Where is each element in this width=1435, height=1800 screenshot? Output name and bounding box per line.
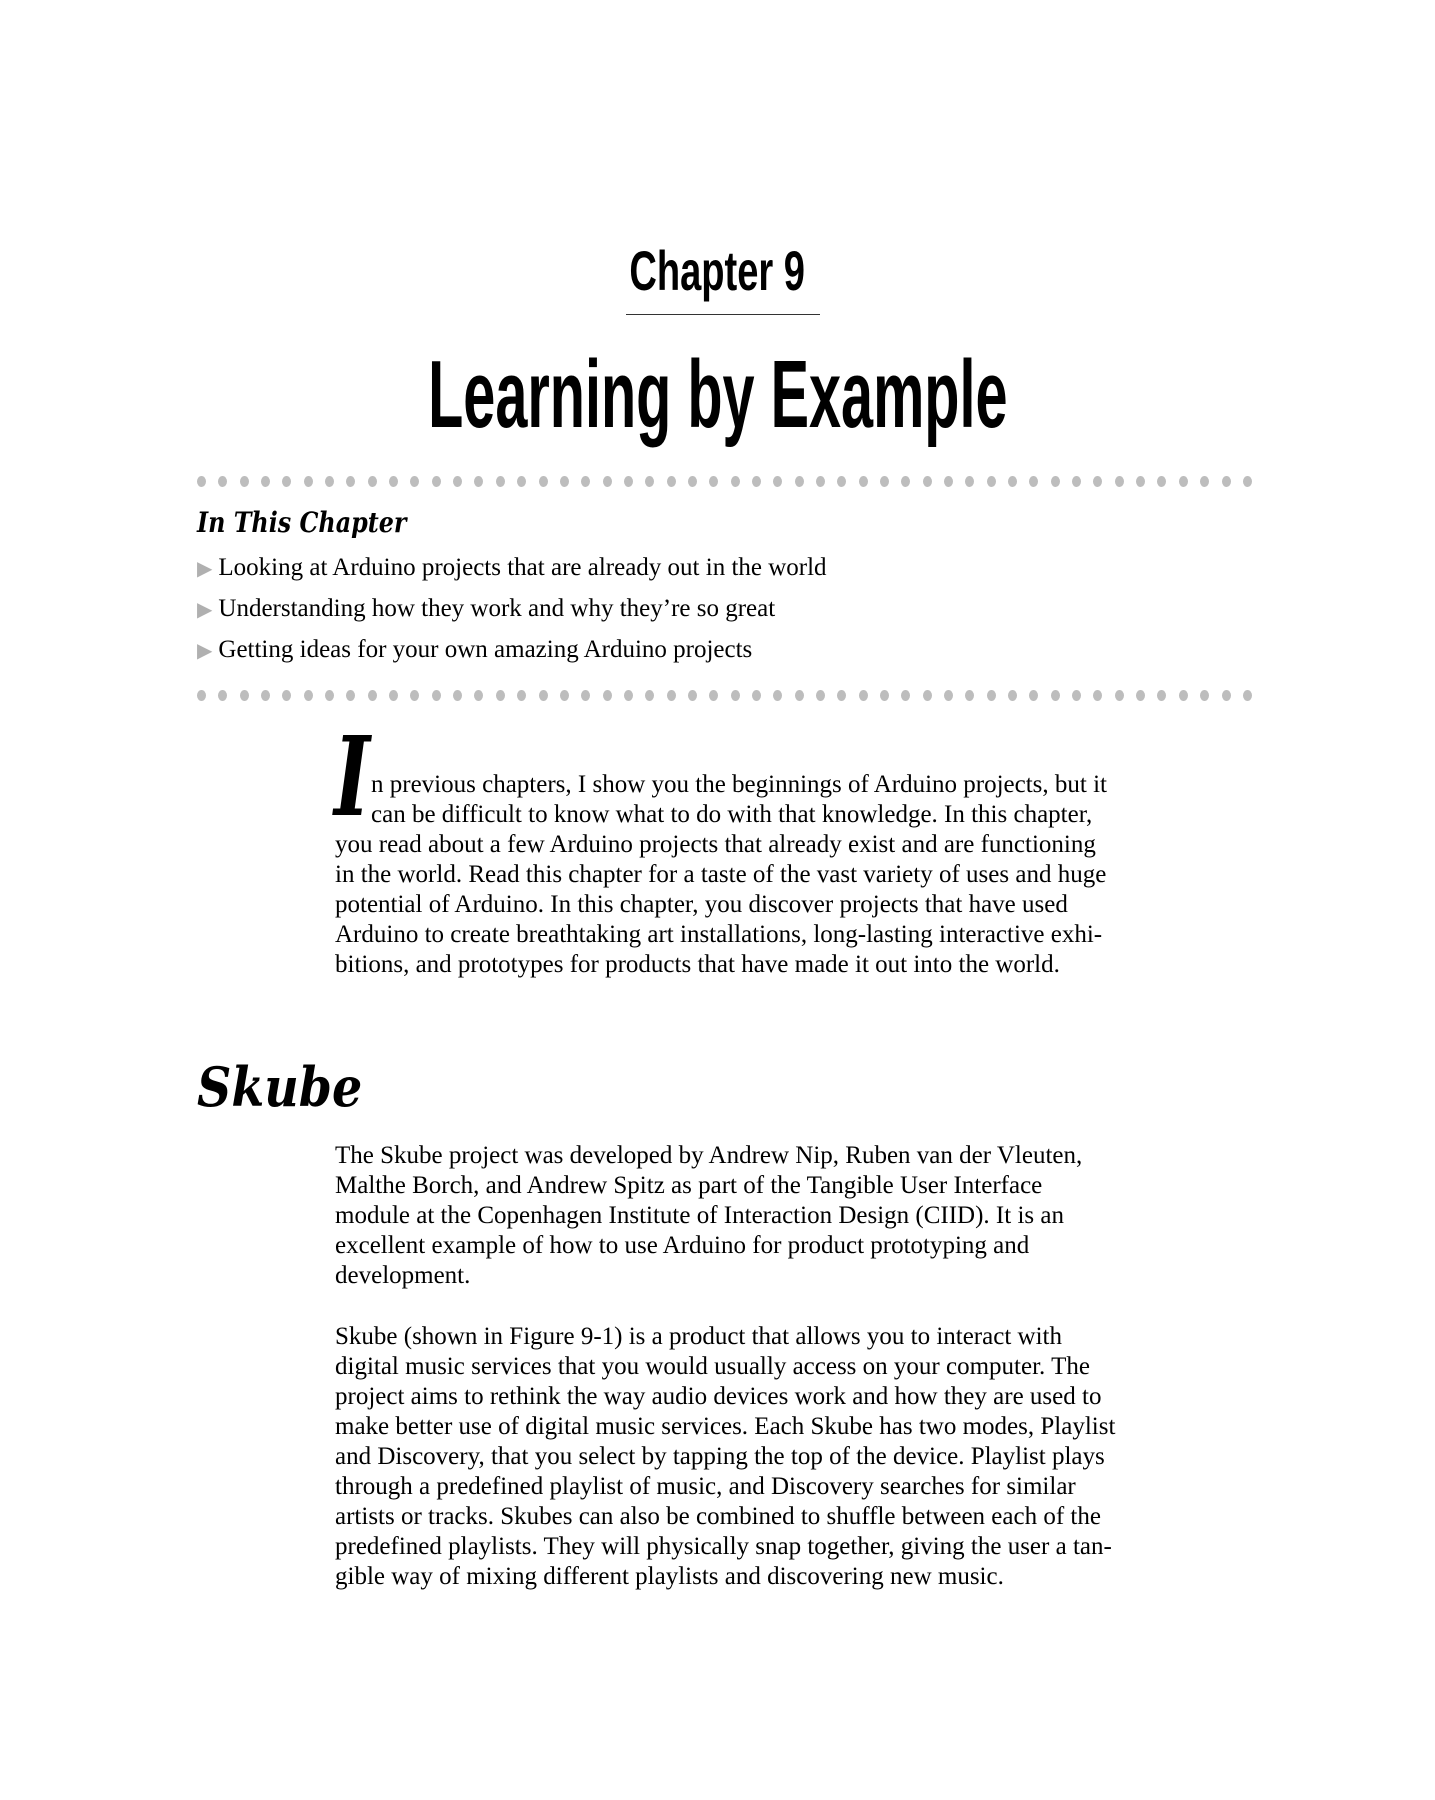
divider-dot [624, 690, 633, 701]
divider-dot [795, 690, 804, 701]
divider-dot [240, 476, 249, 487]
divider-dot [240, 690, 249, 701]
divider-dot [987, 476, 996, 487]
divider-dot [1072, 690, 1081, 701]
divider-dot [539, 690, 548, 701]
in-this-chapter-heading: In This Chapter [197, 506, 407, 539]
divider-dot [1157, 690, 1166, 701]
text-line: make better use of digital music services. Each Skube has two modes, Playlist [335, 1413, 1116, 1440]
divider-dot [859, 690, 868, 701]
text-line: Malthe Borch, and Andrew Spitz as part of the Tangible User Interface [335, 1172, 1043, 1199]
divider-dot [688, 690, 697, 701]
divider-dot [1093, 476, 1102, 487]
divider-dot [944, 690, 953, 701]
divider-dot [773, 690, 782, 701]
section-heading: Skube [197, 1055, 363, 1119]
text-line: and Discovery, that you select by tapping the top of the device. Playlist plays [335, 1443, 1105, 1470]
bullet-text: Understanding how they work and why they’re so great [218, 595, 776, 622]
divider-dot [517, 476, 526, 487]
text-line: Skube (shown in Figure 9-1) is a product that allows you to interact with [335, 1323, 1062, 1350]
divider-dot [474, 690, 483, 701]
divider-dot [1157, 476, 1166, 487]
divider-dot [197, 476, 206, 487]
text-line: gible way of mixing different playlists and discovering new music. [335, 1563, 1004, 1590]
dotted-divider-top [197, 476, 1252, 488]
dotted-divider-bottom [197, 690, 1252, 702]
divider-dot [752, 690, 761, 701]
divider-dot [731, 476, 740, 487]
triangle-bullet-icon: ▶ [197, 638, 213, 662]
divider-dot [282, 476, 291, 487]
text-line: bitions, and prototypes for products that have made it out into the world. [335, 951, 1060, 978]
divider-dot [709, 476, 718, 487]
divider-dot [581, 690, 590, 701]
divider-dot [389, 690, 398, 701]
divider-dot [410, 690, 419, 701]
divider-dot [880, 690, 889, 701]
divider-dot [795, 476, 804, 487]
divider-dot [923, 476, 932, 487]
divider-dot [1051, 476, 1060, 487]
text-line: The Skube project was developed by Andrew Nip, Ruben van der Vleuten, [335, 1142, 1083, 1169]
divider-dot [368, 476, 377, 487]
divider-dot [261, 690, 270, 701]
chapter-bullet [197, 594, 775, 624]
divider-dot [496, 690, 505, 701]
text-line: in the world. Read this chapter for a taste of the vast variety of uses and huge [335, 861, 1107, 888]
text-line: development. [335, 1262, 471, 1289]
divider-dot [944, 476, 953, 487]
divider-dot [773, 476, 782, 487]
divider-dot [560, 476, 569, 487]
divider-dot [667, 476, 676, 487]
divider-dot [1029, 476, 1038, 487]
divider-dot [837, 690, 846, 701]
divider-dot [816, 690, 825, 701]
triangle-bullet-icon: ▶ [197, 597, 213, 621]
chapter-bullet [197, 635, 752, 665]
divider-dot [1243, 476, 1252, 487]
chapter-label-text: Chapter 9 [629, 239, 806, 302]
divider-dot [901, 690, 910, 701]
body-paragraph [335, 1322, 1115, 1592]
divider-dot [624, 476, 633, 487]
divider-dot [816, 476, 825, 487]
divider-dot [304, 476, 313, 487]
divider-dot [645, 690, 654, 701]
divider-dot [1200, 690, 1209, 701]
divider-dot [965, 690, 974, 701]
divider-dot [1200, 476, 1209, 487]
divider-dot [517, 690, 526, 701]
divider-dot [1136, 476, 1145, 487]
divider-dot [1222, 690, 1231, 701]
body-paragraph [335, 1141, 1082, 1291]
divider-dot [368, 690, 377, 701]
divider-dot [1179, 476, 1188, 487]
divider-dot [325, 476, 334, 487]
bullet-text: Getting ideas for your own amazing Arduino projects [218, 636, 753, 663]
divider-dot [410, 476, 419, 487]
divider-dot [218, 690, 227, 701]
divider-dot [987, 690, 996, 701]
divider-dot [432, 476, 441, 487]
divider-dot [474, 476, 483, 487]
divider-dot [1072, 476, 1081, 487]
divider-dot [880, 476, 889, 487]
divider-dot [581, 476, 590, 487]
text-line: through a predefined playlist of music, and Discovery searches for similar [335, 1473, 1076, 1500]
divider-dot [709, 690, 718, 701]
divider-dot [965, 476, 974, 487]
divider-dot [432, 690, 441, 701]
text-line: project aims to rethink the way audio devices work and how they are used to [335, 1383, 1102, 1410]
text-line: excellent example of how to use Arduino for product prototyping and [335, 1232, 1030, 1259]
divider-dot [688, 476, 697, 487]
divider-dot [1115, 476, 1124, 487]
divider-dot [1008, 476, 1017, 487]
divider-dot [752, 476, 761, 487]
chapter-title [0, 340, 1435, 450]
text-line: n previous chapters, I show you the beginnings of Arduino projects, but it [371, 771, 1107, 798]
divider-dot [453, 690, 462, 701]
divider-dot [603, 690, 612, 701]
divider-dot [731, 690, 740, 701]
text-line: predefined playlists. They will physically snap together, giving the user a tan- [335, 1533, 1112, 1560]
chapter-title-text: Learning by Example [427, 341, 1008, 448]
divider-dot [1093, 690, 1102, 701]
text-line: module at the Copenhagen Institute of Interaction Design (CIID). It is an [335, 1202, 1064, 1229]
divider-dot [603, 476, 612, 487]
intro-paragraph [335, 770, 1107, 980]
divider-dot [560, 690, 569, 701]
divider-dot [1029, 690, 1038, 701]
divider-dot [1222, 476, 1231, 487]
text-line: Arduino to create breathtaking art installations, long-lasting interactive exhi- [335, 921, 1103, 948]
chapter-rule [626, 314, 820, 315]
divider-dot [837, 476, 846, 487]
text-line: can be difficult to know what to do with that knowledge. In this chapter, [371, 801, 1093, 828]
text-line: potential of Arduino. In this chapter, you discover projects that have used [335, 891, 1068, 918]
divider-dot [197, 690, 206, 701]
divider-dot [346, 690, 355, 701]
divider-dot [859, 476, 868, 487]
triangle-bullet-icon: ▶ [197, 556, 213, 580]
chapter-label [0, 238, 1435, 304]
divider-dot [453, 476, 462, 487]
text-line: you read about a few Arduino projects that already exist and are functioning [335, 831, 1096, 858]
text-line: artists or tracks. Skubes can also be combined to shuffle between each of the [335, 1503, 1101, 1530]
divider-dot [1243, 690, 1252, 701]
divider-dot [539, 476, 548, 487]
divider-dot [325, 690, 334, 701]
divider-dot [1115, 690, 1124, 701]
divider-dot [1136, 690, 1145, 701]
divider-dot [304, 690, 313, 701]
divider-dot [923, 690, 932, 701]
divider-dot [645, 476, 654, 487]
divider-dot [282, 690, 291, 701]
text-line: digital music services that you would usually access on your computer. The [335, 1353, 1090, 1380]
divider-dot [496, 476, 505, 487]
divider-dot [1051, 690, 1060, 701]
divider-dot [346, 476, 355, 487]
divider-dot [389, 476, 398, 487]
divider-dot [1179, 690, 1188, 701]
divider-dot [901, 476, 910, 487]
divider-dot [1008, 690, 1017, 701]
drop-cap: I [334, 712, 371, 841]
divider-dot [218, 476, 227, 487]
bullet-text: Looking at Arduino projects that are already out in the world [218, 554, 827, 581]
chapter-bullet [197, 553, 827, 583]
divider-dot [667, 690, 676, 701]
divider-dot [261, 476, 270, 487]
